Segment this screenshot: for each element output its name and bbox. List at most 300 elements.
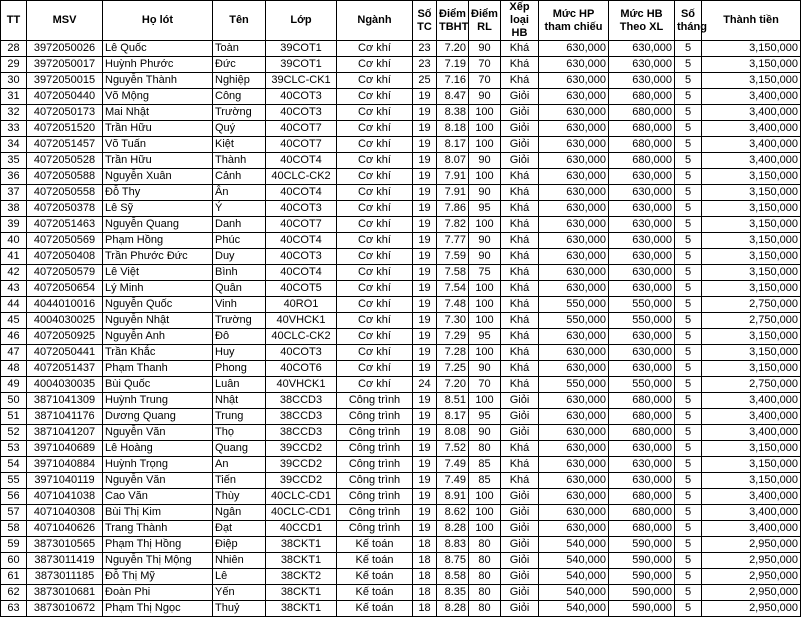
- cell-muc-hb: 590,000: [609, 537, 675, 553]
- cell-so-thang: 5: [675, 41, 702, 57]
- cell-nganh: Cơ khí: [337, 265, 413, 281]
- header-so-thang: Số tháng: [675, 1, 702, 41]
- cell-tt: 62: [1, 585, 27, 601]
- header-thanh-tien: Thành tiền: [702, 1, 801, 41]
- cell-so-thang: 5: [675, 537, 702, 553]
- cell-tt: 49: [1, 377, 27, 393]
- cell-diem-tbht: 8.38: [437, 105, 469, 121]
- cell-muc-hb: 680,000: [609, 521, 675, 537]
- cell-muc-hp: 540,000: [539, 569, 609, 585]
- cell-muc-hb: 680,000: [609, 137, 675, 153]
- cell-thanh-tien: 3,150,000: [702, 169, 801, 185]
- cell-muc-hp: 630,000: [539, 457, 609, 473]
- cell-diem-rl: 90: [469, 361, 501, 377]
- cell-ten: Cảnh: [213, 169, 266, 185]
- cell-thanh-tien: 3,150,000: [702, 345, 801, 361]
- cell-so-tc: 19: [413, 105, 437, 121]
- cell-lop: 39CLC-CK1: [266, 73, 337, 89]
- cell-thanh-tien: 3,400,000: [702, 409, 801, 425]
- cell-lop: 40COT7: [266, 217, 337, 233]
- header-so-tc: Số TC: [413, 1, 437, 41]
- cell-so-tc: 19: [413, 329, 437, 345]
- cell-nganh: Cơ khí: [337, 233, 413, 249]
- cell-nganh: Cơ khí: [337, 249, 413, 265]
- table-row: [1, 393, 801, 409]
- cell-msv: 4071041038: [27, 489, 103, 505]
- cell-so-tc: 19: [413, 89, 437, 105]
- cell-diem-tbht: 7.91: [437, 185, 469, 201]
- cell-ho-lot: Phạm Thanh: [103, 361, 213, 377]
- cell-ten: Nghiệp: [213, 73, 266, 89]
- cell-nganh: Cơ khí: [337, 169, 413, 185]
- cell-xep-loai-hb: Khá: [501, 329, 539, 345]
- cell-diem-rl: 95: [469, 409, 501, 425]
- cell-xep-loai-hb: Khá: [501, 265, 539, 281]
- table-row: [1, 137, 801, 153]
- table-row: [1, 201, 801, 217]
- cell-so-thang: 5: [675, 153, 702, 169]
- cell-so-thang: 5: [675, 585, 702, 601]
- cell-diem-tbht: 7.59: [437, 249, 469, 265]
- table-row: [1, 425, 801, 441]
- cell-ten: Trường: [213, 313, 266, 329]
- cell-muc-hb: 680,000: [609, 425, 675, 441]
- cell-xep-loai-hb: Giỏi: [501, 569, 539, 585]
- cell-msv: 3873010565: [27, 537, 103, 553]
- cell-so-tc: 19: [413, 425, 437, 441]
- cell-ho-lot: Nguyễn Anh: [103, 329, 213, 345]
- cell-ho-lot: Đỗ Thy: [103, 185, 213, 201]
- cell-msv: 3972050015: [27, 73, 103, 89]
- cell-ho-lot: Nguyễn Thành: [103, 73, 213, 89]
- cell-msv: 3873011185: [27, 569, 103, 585]
- cell-tt: 45: [1, 313, 27, 329]
- cell-diem-tbht: 7.49: [437, 457, 469, 473]
- cell-muc-hb: 680,000: [609, 505, 675, 521]
- cell-nganh: Công trình: [337, 505, 413, 521]
- cell-nganh: Công trình: [337, 441, 413, 457]
- cell-so-thang: 5: [675, 121, 702, 137]
- cell-lop: 38CKT1: [266, 553, 337, 569]
- cell-msv: 4072050558: [27, 185, 103, 201]
- cell-lop: 40CLC-CD1: [266, 505, 337, 521]
- cell-xep-loai-hb: Giỏi: [501, 137, 539, 153]
- cell-nganh: Kế toán: [337, 569, 413, 585]
- cell-diem-tbht: 7.58: [437, 265, 469, 281]
- cell-nganh: Cơ khí: [337, 121, 413, 137]
- cell-lop: 40COT3: [266, 249, 337, 265]
- cell-tt: 47: [1, 345, 27, 361]
- table-row: [1, 73, 801, 89]
- cell-ho-lot: Mai Nhật: [103, 105, 213, 121]
- cell-ten: Phong: [213, 361, 266, 377]
- cell-so-tc: 19: [413, 505, 437, 521]
- cell-diem-rl: 70: [469, 73, 501, 89]
- header-msv: MSV: [27, 1, 103, 41]
- cell-msv: 4072050408: [27, 249, 103, 265]
- cell-nganh: Cơ khí: [337, 105, 413, 121]
- cell-msv: 4072051520: [27, 121, 103, 137]
- cell-ten: Danh: [213, 217, 266, 233]
- cell-muc-hb: 630,000: [609, 57, 675, 73]
- cell-muc-hb: 630,000: [609, 345, 675, 361]
- cell-diem-rl: 100: [469, 505, 501, 521]
- cell-so-thang: 5: [675, 569, 702, 585]
- cell-so-thang: 5: [675, 57, 702, 73]
- cell-thanh-tien: 2,950,000: [702, 537, 801, 553]
- cell-muc-hb: 630,000: [609, 217, 675, 233]
- cell-tt: 52: [1, 425, 27, 441]
- cell-thanh-tien: 2,750,000: [702, 313, 801, 329]
- cell-ho-lot: Huỳnh Trung: [103, 393, 213, 409]
- cell-ho-lot: Nguyễn Văn: [103, 473, 213, 489]
- cell-diem-tbht: 7.54: [437, 281, 469, 297]
- cell-xep-loai-hb: Giỏi: [501, 489, 539, 505]
- cell-diem-tbht: 7.25: [437, 361, 469, 377]
- cell-ho-lot: Lê Sỹ: [103, 201, 213, 217]
- table-row: [1, 297, 801, 313]
- table-row: [1, 41, 801, 57]
- cell-tt: 61: [1, 569, 27, 585]
- cell-so-tc: 19: [413, 185, 437, 201]
- cell-ho-lot: Nguyễn Xuân: [103, 169, 213, 185]
- cell-nganh: Cơ khí: [337, 345, 413, 361]
- cell-muc-hp: 630,000: [539, 249, 609, 265]
- cell-lop: 38CKT1: [266, 601, 337, 617]
- cell-lop: 40CLC-CK2: [266, 329, 337, 345]
- cell-diem-rl: 100: [469, 297, 501, 313]
- cell-nganh: Cơ khí: [337, 41, 413, 57]
- cell-diem-tbht: 7.91: [437, 169, 469, 185]
- cell-msv: 4072050528: [27, 153, 103, 169]
- cell-lop: 38CCD3: [266, 393, 337, 409]
- cell-diem-rl: 85: [469, 473, 501, 489]
- cell-muc-hp: 630,000: [539, 233, 609, 249]
- cell-so-tc: 19: [413, 265, 437, 281]
- cell-diem-tbht: 7.16: [437, 73, 469, 89]
- table-row: [1, 233, 801, 249]
- cell-so-thang: 5: [675, 281, 702, 297]
- cell-msv: 4072050378: [27, 201, 103, 217]
- cell-tt: 35: [1, 153, 27, 169]
- cell-muc-hb: 630,000: [609, 249, 675, 265]
- cell-diem-rl: 80: [469, 553, 501, 569]
- cell-thanh-tien: 3,400,000: [702, 153, 801, 169]
- cell-thanh-tien: 3,400,000: [702, 521, 801, 537]
- cell-so-tc: 25: [413, 73, 437, 89]
- cell-ten: Nhiên: [213, 553, 266, 569]
- cell-lop: 40COT7: [266, 121, 337, 137]
- cell-xep-loai-hb: Khá: [501, 457, 539, 473]
- cell-ten: Kiệt: [213, 137, 266, 153]
- cell-muc-hp: 550,000: [539, 313, 609, 329]
- cell-lop: 40CLC-CK2: [266, 169, 337, 185]
- cell-ho-lot: Bùi Quốc: [103, 377, 213, 393]
- cell-ten: Quân: [213, 281, 266, 297]
- table-row: [1, 153, 801, 169]
- cell-xep-loai-hb: Giỏi: [501, 409, 539, 425]
- cell-muc-hb: 590,000: [609, 553, 675, 569]
- cell-ten: Toàn: [213, 41, 266, 57]
- cell-ho-lot: Phạm Hồng: [103, 233, 213, 249]
- cell-so-tc: 19: [413, 249, 437, 265]
- cell-muc-hp: 630,000: [539, 121, 609, 137]
- cell-ho-lot: Đoàn Phi: [103, 585, 213, 601]
- cell-so-tc: 18: [413, 537, 437, 553]
- cell-muc-hb: 550,000: [609, 297, 675, 313]
- table-row: [1, 601, 801, 617]
- cell-nganh: Cơ khí: [337, 361, 413, 377]
- cell-thanh-tien: 3,400,000: [702, 505, 801, 521]
- cell-diem-rl: 80: [469, 537, 501, 553]
- cell-so-tc: 19: [413, 201, 437, 217]
- cell-muc-hp: 630,000: [539, 137, 609, 153]
- cell-ho-lot: Nguyễn Văn: [103, 425, 213, 441]
- cell-muc-hb: 630,000: [609, 457, 675, 473]
- cell-so-thang: 5: [675, 505, 702, 521]
- cell-lop: 40CCD1: [266, 521, 337, 537]
- cell-muc-hb: 680,000: [609, 89, 675, 105]
- cell-ho-lot: Đỗ Thị Mỹ: [103, 569, 213, 585]
- cell-muc-hb: 630,000: [609, 41, 675, 57]
- cell-muc-hp: 630,000: [539, 329, 609, 345]
- cell-ho-lot: Lê Hoàng: [103, 441, 213, 457]
- cell-msv: 4071040626: [27, 521, 103, 537]
- cell-thanh-tien: 2,950,000: [702, 553, 801, 569]
- cell-xep-loai-hb: Khá: [501, 441, 539, 457]
- cell-nganh: Cơ khí: [337, 89, 413, 105]
- cell-so-tc: 18: [413, 569, 437, 585]
- cell-lop: 40COT7: [266, 137, 337, 153]
- cell-xep-loai-hb: Khá: [501, 169, 539, 185]
- cell-thanh-tien: 3,150,000: [702, 361, 801, 377]
- cell-muc-hb: 630,000: [609, 441, 675, 457]
- cell-xep-loai-hb: Khá: [501, 297, 539, 313]
- cell-nganh: Công trình: [337, 425, 413, 441]
- cell-diem-rl: 90: [469, 425, 501, 441]
- cell-tt: 32: [1, 105, 27, 121]
- cell-xep-loai-hb: Giỏi: [501, 505, 539, 521]
- cell-tt: 51: [1, 409, 27, 425]
- cell-xep-loai-hb: Khá: [501, 377, 539, 393]
- cell-msv: 3971040119: [27, 473, 103, 489]
- table-row: [1, 217, 801, 233]
- table-row: [1, 569, 801, 585]
- cell-tt: 54: [1, 457, 27, 473]
- table-row: [1, 185, 801, 201]
- cell-xep-loai-hb: Khá: [501, 201, 539, 217]
- cell-xep-loai-hb: Khá: [501, 217, 539, 233]
- cell-tt: 30: [1, 73, 27, 89]
- cell-muc-hp: 540,000: [539, 537, 609, 553]
- cell-muc-hb: 630,000: [609, 265, 675, 281]
- cell-muc-hp: 630,000: [539, 265, 609, 281]
- cell-diem-rl: 70: [469, 377, 501, 393]
- cell-muc-hb: 680,000: [609, 121, 675, 137]
- cell-muc-hp: 630,000: [539, 169, 609, 185]
- cell-diem-rl: 95: [469, 329, 501, 345]
- cell-nganh: Kế toán: [337, 537, 413, 553]
- cell-tt: 28: [1, 41, 27, 57]
- cell-thanh-tien: 3,150,000: [702, 233, 801, 249]
- cell-muc-hp: 550,000: [539, 377, 609, 393]
- cell-muc-hp: 630,000: [539, 521, 609, 537]
- cell-xep-loai-hb: Giỏi: [501, 153, 539, 169]
- cell-xep-loai-hb: Khá: [501, 41, 539, 57]
- cell-muc-hb: 680,000: [609, 489, 675, 505]
- table-row: [1, 345, 801, 361]
- table-row: [1, 313, 801, 329]
- cell-xep-loai-hb: Khá: [501, 249, 539, 265]
- cell-msv: 4072051463: [27, 217, 103, 233]
- table-row: [1, 553, 801, 569]
- cell-msv: 4072050925: [27, 329, 103, 345]
- cell-lop: 40VHCK1: [266, 377, 337, 393]
- cell-tt: 63: [1, 601, 27, 617]
- cell-muc-hp: 630,000: [539, 41, 609, 57]
- cell-ten: Thọ: [213, 425, 266, 441]
- cell-ho-lot: Trần Hữu: [103, 153, 213, 169]
- cell-thanh-tien: 2,750,000: [702, 297, 801, 313]
- cell-so-tc: 19: [413, 169, 437, 185]
- cell-nganh: Cơ khí: [337, 73, 413, 89]
- cell-thanh-tien: 3,150,000: [702, 57, 801, 73]
- cell-ten: Thùy: [213, 489, 266, 505]
- cell-tt: 57: [1, 505, 27, 521]
- cell-nganh: Công trình: [337, 473, 413, 489]
- header-diem-tbht: Điểm TBHT: [437, 1, 469, 41]
- table-row: [1, 121, 801, 137]
- cell-ho-lot: Lê Việt: [103, 265, 213, 281]
- cell-diem-rl: 100: [469, 393, 501, 409]
- cell-lop: 38CKT2: [266, 569, 337, 585]
- cell-tt: 29: [1, 57, 27, 73]
- cell-so-thang: 5: [675, 233, 702, 249]
- cell-muc-hp: 630,000: [539, 73, 609, 89]
- cell-muc-hp: 630,000: [539, 505, 609, 521]
- cell-tt: 53: [1, 441, 27, 457]
- cell-lop: 40COT4: [266, 153, 337, 169]
- cell-nganh: Công trình: [337, 393, 413, 409]
- cell-xep-loai-hb: Giỏi: [501, 425, 539, 441]
- cell-msv: 3971040689: [27, 441, 103, 457]
- cell-thanh-tien: 3,150,000: [702, 457, 801, 473]
- cell-ten: Luân: [213, 377, 266, 393]
- cell-diem-tbht: 8.51: [437, 393, 469, 409]
- cell-nganh: Kế toán: [337, 553, 413, 569]
- cell-xep-loai-hb: Giỏi: [501, 105, 539, 121]
- cell-msv: 3972050017: [27, 57, 103, 73]
- table-row: [1, 505, 801, 521]
- cell-nganh: Công trình: [337, 409, 413, 425]
- cell-diem-rl: 90: [469, 233, 501, 249]
- table-row: [1, 537, 801, 553]
- cell-ho-lot: Nguyễn Quốc: [103, 297, 213, 313]
- cell-diem-rl: 90: [469, 89, 501, 105]
- cell-muc-hp: 540,000: [539, 585, 609, 601]
- cell-nganh: Cơ khí: [337, 329, 413, 345]
- cell-so-thang: 5: [675, 217, 702, 233]
- cell-thanh-tien: 3,400,000: [702, 393, 801, 409]
- cell-thanh-tien: 3,400,000: [702, 489, 801, 505]
- cell-msv: 4072050441: [27, 345, 103, 361]
- cell-msv: 3873010681: [27, 585, 103, 601]
- cell-diem-tbht: 8.62: [437, 505, 469, 521]
- cell-muc-hp: 630,000: [539, 441, 609, 457]
- cell-ten: Bình: [213, 265, 266, 281]
- cell-xep-loai-hb: Khá: [501, 233, 539, 249]
- cell-muc-hp: 630,000: [539, 281, 609, 297]
- cell-ho-lot: Lê Quốc: [103, 41, 213, 57]
- cell-diem-tbht: 7.82: [437, 217, 469, 233]
- table-row: [1, 441, 801, 457]
- cell-xep-loai-hb: Giỏi: [501, 89, 539, 105]
- cell-muc-hb: 630,000: [609, 329, 675, 345]
- cell-diem-rl: 90: [469, 185, 501, 201]
- cell-nganh: Cơ khí: [337, 201, 413, 217]
- cell-so-tc: 18: [413, 601, 437, 617]
- cell-ho-lot: Phạm Thị Ngọc: [103, 601, 213, 617]
- cell-so-tc: 24: [413, 377, 437, 393]
- cell-lop: 40COT5: [266, 281, 337, 297]
- cell-xep-loai-hb: Giỏi: [501, 537, 539, 553]
- cell-so-tc: 23: [413, 57, 437, 73]
- cell-nganh: Cơ khí: [337, 217, 413, 233]
- cell-ho-lot: Huỳnh Phước: [103, 57, 213, 73]
- cell-diem-rl: 95: [469, 201, 501, 217]
- cell-muc-hb: 680,000: [609, 105, 675, 121]
- cell-ten: Nhật: [213, 393, 266, 409]
- cell-nganh: Công trình: [337, 489, 413, 505]
- cell-diem-rl: 100: [469, 121, 501, 137]
- cell-muc-hp: 540,000: [539, 601, 609, 617]
- cell-lop: 39COT1: [266, 41, 337, 57]
- cell-lop: 40COT6: [266, 361, 337, 377]
- cell-thanh-tien: 3,150,000: [702, 217, 801, 233]
- cell-so-tc: 23: [413, 41, 437, 57]
- cell-msv: 4072050440: [27, 89, 103, 105]
- header-muc-hb: Mức HB Theo XL: [609, 1, 675, 41]
- cell-so-tc: 19: [413, 137, 437, 153]
- cell-diem-rl: 100: [469, 169, 501, 185]
- cell-diem-tbht: 7.28: [437, 345, 469, 361]
- table-row: [1, 489, 801, 505]
- cell-ten: Duy: [213, 249, 266, 265]
- cell-nganh: Cơ khí: [337, 377, 413, 393]
- cell-muc-hb: 680,000: [609, 393, 675, 409]
- cell-thanh-tien: 3,400,000: [702, 89, 801, 105]
- cell-tt: 41: [1, 249, 27, 265]
- cell-muc-hb: 630,000: [609, 201, 675, 217]
- cell-tt: 56: [1, 489, 27, 505]
- cell-diem-rl: 75: [469, 265, 501, 281]
- cell-ten: Tiến: [213, 473, 266, 489]
- cell-so-tc: 19: [413, 393, 437, 409]
- cell-so-thang: 5: [675, 345, 702, 361]
- cell-ten: Trường: [213, 105, 266, 121]
- cell-ten: Đạt: [213, 521, 266, 537]
- cell-diem-tbht: 7.20: [437, 377, 469, 393]
- cell-msv: 4072051437: [27, 361, 103, 377]
- cell-so-thang: 5: [675, 489, 702, 505]
- cell-diem-rl: 100: [469, 217, 501, 233]
- cell-lop: 39CCD2: [266, 441, 337, 457]
- header-muc-hp: Mức HP tham chiếu: [539, 1, 609, 41]
- cell-ten: Trung: [213, 409, 266, 425]
- cell-diem-tbht: 7.20: [437, 41, 469, 57]
- cell-so-tc: 19: [413, 521, 437, 537]
- cell-muc-hb: 630,000: [609, 169, 675, 185]
